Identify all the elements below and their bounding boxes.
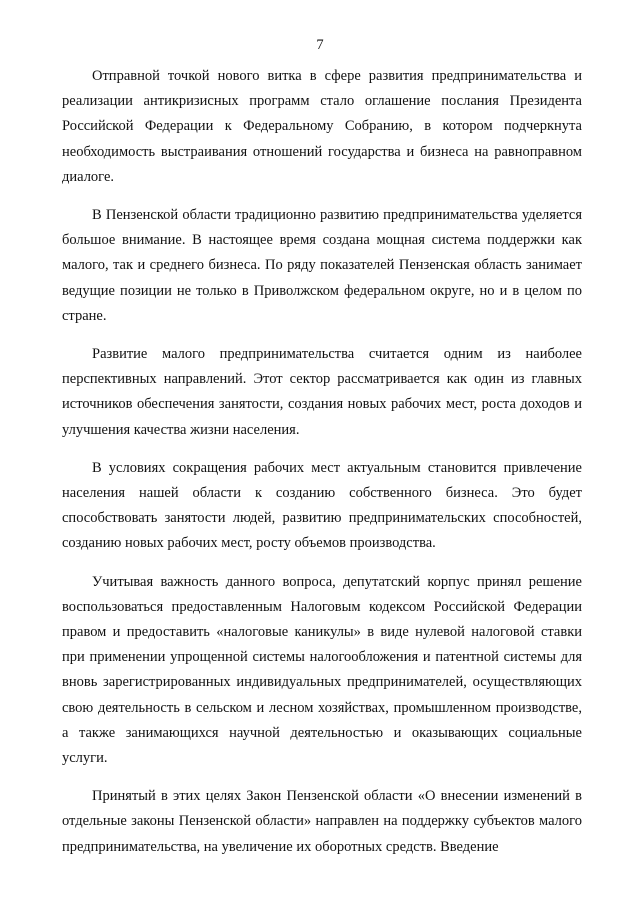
paragraph: Принятый в этих целях Закон Пензенской области «О внесении изменений в отдельные законы Пензенской области» направлен на поддержку субъектов малого предпринимательства, на увеличение их оборотных средств. Введение	[62, 788, 582, 855]
paragraph: Отправной точкой нового витка в сфере развития предпринимательства и реализации антикризисных программ стало оглашение послания Президента Российской Федерации к Федеральному Собранию, в котором подчеркнута необходимость выстраивания отношений государства и бизнеса на равноправном диалоге.	[62, 68, 582, 185]
page-number: 7	[316, 37, 324, 53]
paragraph: В условиях сокращения рабочих мест актуальным становится привлечение населения нашей области к созданию собственного бизнеса. Это будет способствовать занятости людей, развитию предпринимательских способностей, созданию новых рабочих мест, росту объемов производства.	[62, 459, 582, 552]
paragraph: Учитывая важность данного вопроса, депутатский корпус принял решение воспользоваться предоставленным Налоговым кодексом Российской Федерации правом и предоставить «налоговые каникулы» в виде нулевой налоговой ставки при применении упрощенной системы налогообложения и патентной системы для вновь зарегистрированных индивидуальных предпринимателей, осуществляющих свою деятельность в сельском и лесном хозяйствах, промышленном производстве, а также занимающихся научной деятельностью и оказывающих социальные услуги.	[62, 573, 582, 767]
document-body	[62, 64, 582, 873]
paragraph: Развитие малого предпринимательства считается одним из наиболее перспективных направлений. Этот сектор рассматривается как один из главных источников обеспечения занятости, создания новых рабочих мест, роста доходов и улучшения качества жизни населения.	[62, 346, 582, 438]
paragraph: В Пензенской области традиционно развитию предпринимательства уделяется большое внимание. В настоящее время создана мощная система поддержки как малого, так и среднего бизнеса. По ряду показателей Пензенская область занимает ведущие позиции не только в Приволжском федеральном округе, но и в целом по стране.	[62, 207, 582, 324]
